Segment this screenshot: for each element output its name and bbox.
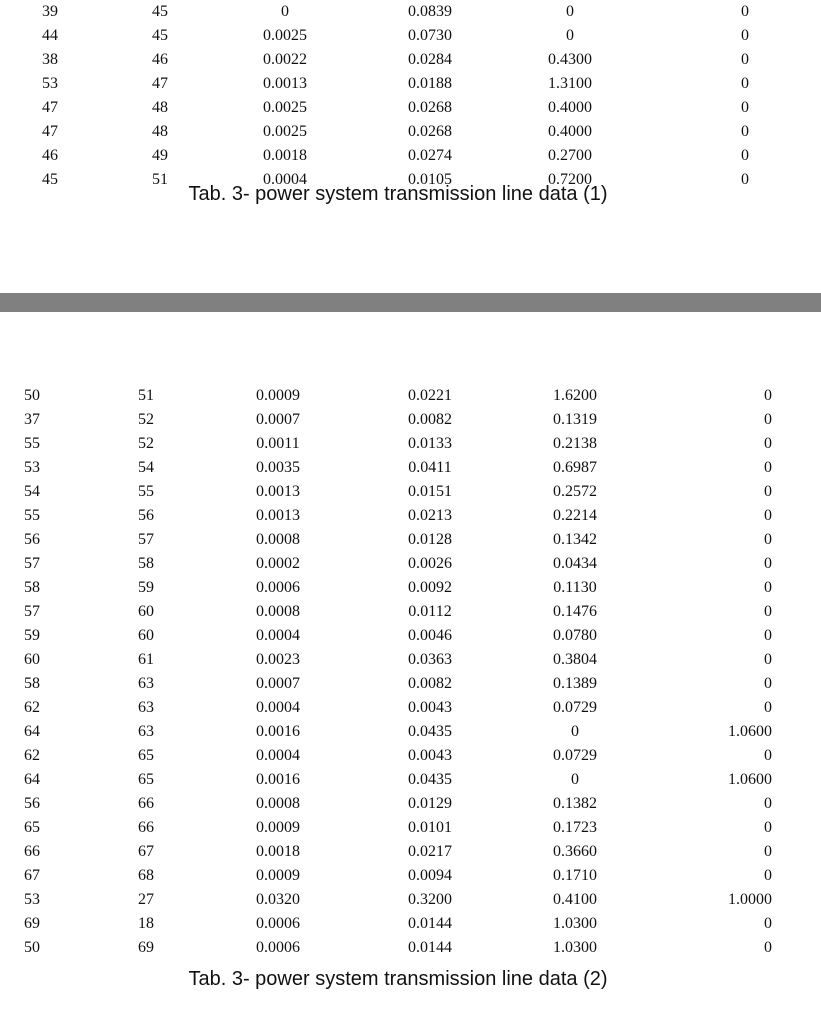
susceptance-cell: 0.1723	[553, 819, 597, 836]
tap-ratio-cell: 0	[741, 75, 749, 92]
reactance-cell: 0.0046	[408, 627, 452, 644]
from-bus-cell: 64	[24, 771, 40, 788]
susceptance-cell: 0.1389	[553, 675, 597, 692]
table-row	[0, 576, 821, 600]
table-row	[0, 912, 821, 936]
from-bus-cell: 53	[42, 75, 58, 92]
to-bus-cell: 54	[138, 459, 154, 476]
to-bus-cell: 65	[138, 747, 154, 764]
table-row	[0, 552, 821, 576]
tap-ratio-cell: 0	[764, 651, 772, 668]
susceptance-cell: 0	[566, 27, 574, 44]
resistance-cell: 0.0018	[256, 843, 300, 860]
table-row	[0, 408, 821, 432]
from-bus-cell: 58	[24, 675, 40, 692]
from-bus-cell: 56	[24, 795, 40, 812]
table-row	[0, 528, 821, 552]
reactance-cell: 0.0082	[408, 675, 452, 692]
resistance-cell: 0.0006	[256, 939, 300, 956]
from-bus-cell: 37	[24, 411, 40, 428]
susceptance-cell: 0.2214	[553, 507, 597, 524]
from-bus-cell: 50	[24, 939, 40, 956]
susceptance-cell: 0.3660	[553, 843, 597, 860]
reactance-cell: 0.0043	[408, 699, 452, 716]
resistance-cell: 0.0004	[256, 747, 300, 764]
table-1-caption: Tab. 3- power system transmission line data (1)	[188, 183, 608, 205]
table-row	[0, 840, 821, 864]
resistance-cell: 0.0013	[263, 75, 307, 92]
from-bus-cell: 64	[24, 723, 40, 740]
resistance-cell: 0.0011	[256, 435, 300, 452]
reactance-cell: 0.0144	[408, 939, 452, 956]
reactance-cell: 0.0435	[408, 723, 452, 740]
susceptance-cell: 0.1476	[553, 603, 597, 620]
resistance-cell: 0.0007	[256, 411, 300, 428]
reactance-cell: 0.0730	[408, 27, 452, 44]
table-row	[0, 72, 821, 96]
reactance-cell: 0.0221	[408, 387, 452, 404]
resistance-cell: 0.0023	[256, 651, 300, 668]
tap-ratio-cell: 0	[764, 387, 772, 404]
from-bus-cell: 44	[42, 27, 58, 44]
tap-ratio-cell: 0	[741, 147, 749, 164]
from-bus-cell: 62	[24, 747, 40, 764]
tap-ratio-cell: 0	[764, 747, 772, 764]
to-bus-cell: 60	[138, 627, 154, 644]
susceptance-cell: 0.1319	[553, 411, 597, 428]
table-row	[0, 936, 821, 960]
tap-ratio-cell: 0	[764, 435, 772, 452]
to-bus-cell: 48	[152, 123, 168, 140]
resistance-cell: 0.0009	[256, 819, 300, 836]
table-row	[0, 792, 821, 816]
tap-ratio-cell: 0	[764, 699, 772, 716]
resistance-cell: 0	[281, 3, 289, 20]
resistance-cell: 0.0008	[256, 531, 300, 548]
tap-ratio-cell: 0	[764, 459, 772, 476]
from-bus-cell: 38	[42, 51, 58, 68]
to-bus-cell: 56	[138, 507, 154, 524]
reactance-cell: 0.0128	[408, 531, 452, 548]
to-bus-cell: 48	[152, 99, 168, 116]
to-bus-cell: 18	[138, 915, 154, 932]
table-row	[0, 720, 821, 744]
table-row	[0, 744, 821, 768]
table-row	[0, 96, 821, 120]
table-row	[0, 864, 821, 888]
susceptance-cell: 0.2700	[548, 147, 592, 164]
from-bus-cell: 58	[24, 579, 40, 596]
to-bus-cell: 49	[152, 147, 168, 164]
susceptance-cell: 0.4000	[548, 99, 592, 116]
resistance-cell: 0.0025	[263, 123, 307, 140]
susceptance-cell: 1.0300	[553, 939, 597, 956]
to-bus-cell: 51	[138, 387, 154, 404]
reactance-cell: 0.0284	[408, 51, 452, 68]
resistance-cell: 0.0016	[256, 723, 300, 740]
from-bus-cell: 59	[24, 627, 40, 644]
from-bus-cell: 53	[24, 891, 40, 908]
from-bus-cell: 53	[24, 459, 40, 476]
tap-ratio-cell: 1.0000	[728, 891, 772, 908]
to-bus-cell: 63	[138, 723, 154, 740]
table-row	[0, 120, 821, 144]
page-divider	[0, 293, 821, 312]
susceptance-cell: 1.3100	[548, 75, 592, 92]
to-bus-cell: 68	[138, 867, 154, 884]
table-row	[0, 600, 821, 624]
susceptance-cell: 0.4100	[553, 891, 597, 908]
susceptance-cell: 0.4000	[548, 123, 592, 140]
from-bus-cell: 50	[24, 387, 40, 404]
tap-ratio-cell: 0	[764, 483, 772, 500]
to-bus-cell: 66	[138, 819, 154, 836]
from-bus-cell: 55	[24, 507, 40, 524]
from-bus-cell: 45	[42, 171, 58, 188]
reactance-cell: 0.0213	[408, 507, 452, 524]
tap-ratio-cell: 1.0600	[728, 723, 772, 740]
to-bus-cell: 59	[138, 579, 154, 596]
resistance-cell: 0.0008	[256, 795, 300, 812]
tap-ratio-cell: 0	[764, 819, 772, 836]
tap-ratio-cell: 0	[764, 579, 772, 596]
from-bus-cell: 54	[24, 483, 40, 500]
reactance-cell: 0.0133	[408, 435, 452, 452]
table-row	[0, 672, 821, 696]
tap-ratio-cell: 0	[764, 675, 772, 692]
from-bus-cell: 47	[42, 99, 58, 116]
to-bus-cell: 47	[152, 75, 168, 92]
reactance-cell: 0.0112	[408, 603, 452, 620]
susceptance-cell: 0.1710	[553, 867, 597, 884]
table-row	[0, 768, 821, 792]
line-data-table-1	[0, 0, 821, 192]
resistance-cell: 0.0007	[256, 675, 300, 692]
to-bus-cell: 63	[138, 699, 154, 716]
resistance-cell: 0.0016	[256, 771, 300, 788]
susceptance-cell: 0.1382	[553, 795, 597, 812]
table-row	[0, 456, 821, 480]
susceptance-cell: 0.1342	[553, 531, 597, 548]
reactance-cell: 0.0092	[408, 579, 452, 596]
resistance-cell: 0.0013	[256, 507, 300, 524]
to-bus-cell: 57	[138, 531, 154, 548]
reactance-cell: 0.0151	[408, 483, 452, 500]
reactance-cell: 0.0839	[408, 3, 452, 20]
from-bus-cell: 55	[24, 435, 40, 452]
to-bus-cell: 60	[138, 603, 154, 620]
susceptance-cell: 0.6987	[553, 459, 597, 476]
resistance-cell: 0.0004	[256, 627, 300, 644]
resistance-cell: 0.0013	[256, 483, 300, 500]
tap-ratio-cell: 0	[764, 843, 772, 860]
table-row	[0, 696, 821, 720]
from-bus-cell: 69	[24, 915, 40, 932]
from-bus-cell: 47	[42, 123, 58, 140]
reactance-cell: 0.0094	[408, 867, 452, 884]
tap-ratio-cell: 0	[764, 867, 772, 884]
reactance-cell: 0.0043	[408, 747, 452, 764]
resistance-cell: 0.0004	[256, 699, 300, 716]
reactance-cell: 0.0105	[408, 171, 452, 188]
reactance-cell: 0.0129	[408, 795, 452, 812]
to-bus-cell: 51	[152, 171, 168, 188]
table-row	[0, 480, 821, 504]
tap-ratio-cell: 0	[764, 915, 772, 932]
from-bus-cell: 60	[24, 651, 40, 668]
susceptance-cell: 0.2572	[553, 483, 597, 500]
tap-ratio-cell: 0	[764, 795, 772, 812]
resistance-cell: 0.0008	[256, 603, 300, 620]
to-bus-cell: 55	[138, 483, 154, 500]
reactance-cell: 0.0026	[408, 555, 452, 572]
to-bus-cell: 52	[138, 411, 154, 428]
from-bus-cell: 67	[24, 867, 40, 884]
to-bus-cell: 45	[152, 27, 168, 44]
to-bus-cell: 67	[138, 843, 154, 860]
reactance-cell: 0.0188	[408, 75, 452, 92]
table-row	[0, 816, 821, 840]
resistance-cell: 0.0025	[263, 99, 307, 116]
susceptance-cell: 0.4300	[548, 51, 592, 68]
tap-ratio-cell: 0	[764, 411, 772, 428]
susceptance-cell: 1.6200	[553, 387, 597, 404]
table-row	[0, 624, 821, 648]
table-row	[0, 432, 821, 456]
resistance-cell: 0.0009	[256, 867, 300, 884]
line-data-table-2	[0, 384, 821, 960]
reactance-cell: 0.0101	[408, 819, 452, 836]
resistance-cell: 0.0006	[256, 579, 300, 596]
to-bus-cell: 69	[138, 939, 154, 956]
reactance-cell: 0.0274	[408, 147, 452, 164]
table-row	[0, 48, 821, 72]
reactance-cell: 0.0363	[408, 651, 452, 668]
susceptance-cell: 0	[566, 3, 574, 20]
resistance-cell: 0.0002	[256, 555, 300, 572]
susceptance-cell: 0	[571, 771, 579, 788]
table-row	[0, 504, 821, 528]
to-bus-cell: 58	[138, 555, 154, 572]
resistance-cell: 0.0035	[256, 459, 300, 476]
to-bus-cell: 63	[138, 675, 154, 692]
tap-ratio-cell: 0	[764, 627, 772, 644]
to-bus-cell: 46	[152, 51, 168, 68]
table-row	[0, 648, 821, 672]
tap-ratio-cell: 0	[741, 3, 749, 20]
reactance-cell: 0.0411	[408, 459, 452, 476]
susceptance-cell: 0	[571, 723, 579, 740]
resistance-cell: 0.0004	[263, 171, 307, 188]
from-bus-cell: 46	[42, 147, 58, 164]
table-row	[0, 144, 821, 168]
from-bus-cell: 56	[24, 531, 40, 548]
table-row	[0, 384, 821, 408]
from-bus-cell: 57	[24, 603, 40, 620]
resistance-cell: 0.0006	[256, 915, 300, 932]
tap-ratio-cell: 0	[764, 507, 772, 524]
from-bus-cell: 39	[42, 3, 58, 20]
resistance-cell: 0.0009	[256, 387, 300, 404]
tap-ratio-cell: 0	[764, 555, 772, 572]
susceptance-cell: 0.0729	[553, 699, 597, 716]
resistance-cell: 0.0025	[263, 27, 307, 44]
resistance-cell: 0.0022	[263, 51, 307, 68]
tap-ratio-cell: 0	[764, 939, 772, 956]
reactance-cell: 0.0082	[408, 411, 452, 428]
reactance-cell: 0.0435	[408, 771, 452, 788]
to-bus-cell: 65	[138, 771, 154, 788]
table-row	[0, 888, 821, 912]
tap-ratio-cell: 0	[741, 27, 749, 44]
susceptance-cell: 0.3804	[553, 651, 597, 668]
susceptance-cell: 0.7200	[548, 171, 592, 188]
from-bus-cell: 57	[24, 555, 40, 572]
reactance-cell: 0.0268	[408, 99, 452, 116]
susceptance-cell: 1.0300	[553, 915, 597, 932]
from-bus-cell: 66	[24, 843, 40, 860]
susceptance-cell: 0.2138	[553, 435, 597, 452]
reactance-cell: 0.0144	[408, 915, 452, 932]
from-bus-cell: 62	[24, 699, 40, 716]
from-bus-cell: 65	[24, 819, 40, 836]
table-row	[0, 0, 821, 24]
reactance-cell: 0.3200	[408, 891, 452, 908]
table-2-caption: Tab. 3- power system transmission line data (2)	[188, 968, 608, 990]
resistance-cell: 0.0320	[256, 891, 300, 908]
tap-ratio-cell: 0	[741, 171, 749, 188]
tap-ratio-cell: 0	[741, 123, 749, 140]
reactance-cell: 0.0268	[408, 123, 452, 140]
resistance-cell: 0.0018	[263, 147, 307, 164]
tap-ratio-cell: 0	[741, 99, 749, 116]
tap-ratio-cell: 1.0600	[728, 771, 772, 788]
table-row	[0, 24, 821, 48]
tap-ratio-cell: 0	[764, 603, 772, 620]
to-bus-cell: 27	[138, 891, 154, 908]
tap-ratio-cell: 0	[764, 531, 772, 548]
susceptance-cell: 0.0729	[553, 747, 597, 764]
tap-ratio-cell: 0	[741, 51, 749, 68]
susceptance-cell: 0.0780	[553, 627, 597, 644]
susceptance-cell: 0.0434	[553, 555, 597, 572]
to-bus-cell: 66	[138, 795, 154, 812]
reactance-cell: 0.0217	[408, 843, 452, 860]
to-bus-cell: 45	[152, 3, 168, 20]
to-bus-cell: 52	[138, 435, 154, 452]
susceptance-cell: 0.1130	[553, 579, 597, 596]
to-bus-cell: 61	[138, 651, 154, 668]
